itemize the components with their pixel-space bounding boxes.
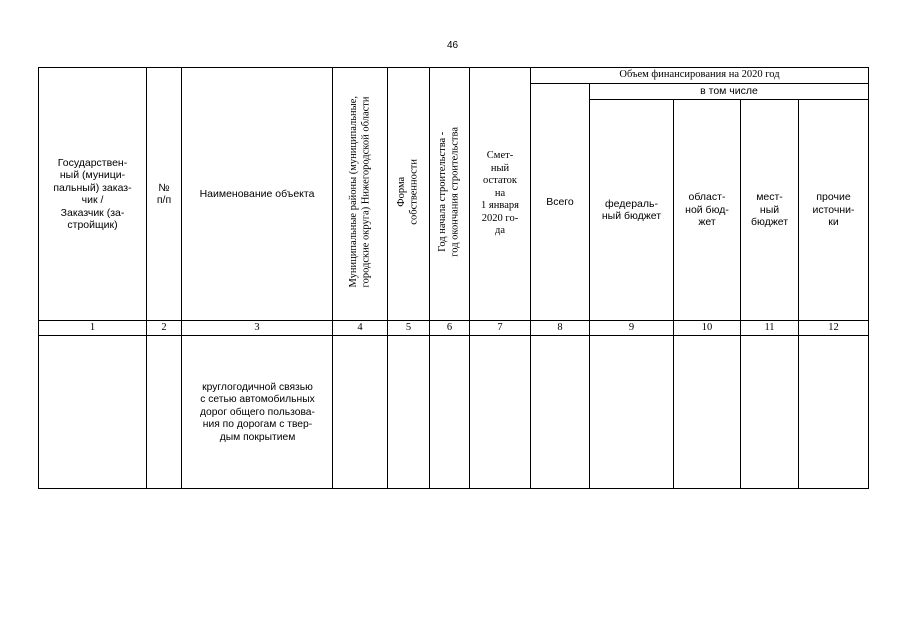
header-regional-budget-text: област- ной бюд- жет (685, 191, 729, 229)
header-object-name-text: Наименование объекта (199, 187, 315, 200)
object-name-text: круглогодичной связью с сетью автомобильных дорог общего пользова- ния по дорогам с твер- дым покрытием (200, 381, 315, 443)
header-total-text: Всего (546, 195, 574, 208)
header-other-sources-text: прочие источни- ки (812, 191, 855, 229)
header-regional-budget (674, 100, 741, 321)
header-number (147, 68, 182, 321)
column-number: 2 (147, 321, 182, 336)
header-including-text: в том числе (700, 85, 758, 98)
header-ownership-form (388, 68, 430, 321)
header-other-sources (799, 100, 869, 321)
header-construction-years-text: Год начала строительства - год окончания строительства (437, 126, 461, 257)
header-total (531, 84, 590, 321)
header-estimated-balance (470, 68, 531, 321)
column-number: 9 (590, 321, 674, 336)
cell-municipal-districts (333, 336, 388, 489)
header-including (590, 84, 869, 100)
cell-federal-budget (590, 336, 674, 489)
column-number: 7 (470, 321, 531, 336)
header-municipal-districts (333, 68, 388, 321)
header-ownership-form-text: Форма собственности (396, 158, 420, 225)
column-number: 6 (430, 321, 470, 336)
header-object-name (182, 68, 333, 321)
header-customer-text: Государствен- ный (муници- пальный) заказ- чик / Заказчик (за- стройщик) (53, 156, 132, 231)
header-local-budget-text: мест- ный бюджет (750, 191, 789, 229)
header-financing-volume-text: Объем финансирования на 2020 год (619, 69, 780, 81)
cell-estimated-balance (470, 336, 531, 489)
header-local-budget (741, 100, 799, 321)
column-number: 12 (799, 321, 869, 336)
column-number: 1 (39, 321, 147, 336)
cell-object-name (182, 336, 333, 489)
column-number: 5 (388, 321, 430, 336)
header-construction-years (430, 68, 470, 321)
cell-number (147, 336, 182, 489)
column-number: 8 (531, 321, 590, 336)
column-number: 3 (182, 321, 333, 336)
column-number: 4 (333, 321, 388, 336)
header-financing-volume (531, 68, 869, 84)
table-row (39, 336, 869, 489)
page-number: 46 (446, 40, 459, 51)
header-customer (39, 68, 147, 321)
header-municipal-districts-text: Муниципальные районы (муниципальные, городские округа) Нижегородской области (347, 96, 371, 288)
header-estimated-balance-text: Смет- ный остаток на 1 января 2020 го- да (481, 150, 519, 237)
header-federal-budget (590, 100, 674, 321)
cell-customer (39, 336, 147, 489)
cell-regional-budget (674, 336, 741, 489)
header-number-text: № п/п (156, 181, 172, 206)
cell-construction-years (430, 336, 470, 489)
column-number: 11 (741, 321, 799, 336)
cell-total (531, 336, 590, 489)
column-number: 10 (674, 321, 741, 336)
header-federal-budget-text: федераль- ный бюджет (601, 197, 662, 222)
cell-other-sources (799, 336, 869, 489)
cell-local-budget (741, 336, 799, 489)
cell-ownership-form (388, 336, 430, 489)
financing-table (38, 67, 869, 489)
